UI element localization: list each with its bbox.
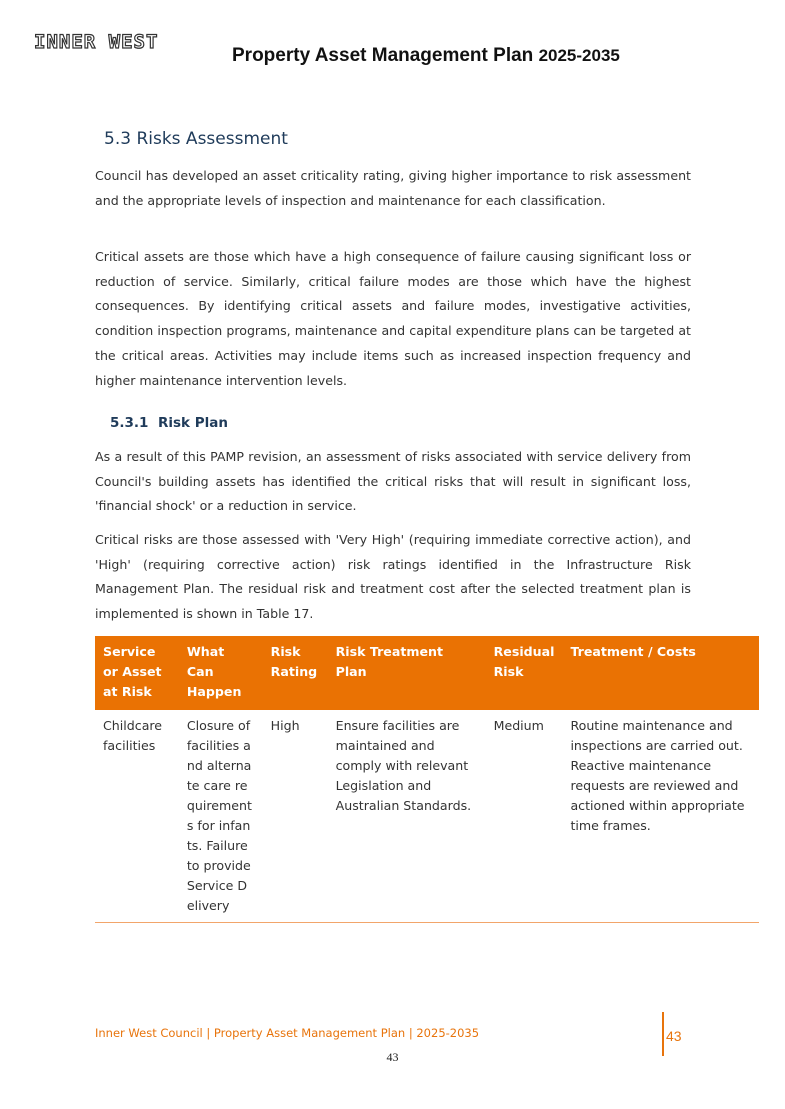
table-header-cell: Residual Risk: [486, 636, 563, 710]
inner-west-logo: [34, 32, 158, 52]
section-heading: 5.3 Risks Assessment: [104, 129, 288, 149]
section-paragraph-1: Council has developed an asset criticality rating, giving higher importance to risk assessment and the appropriate levels of inspection and maintenance for each classification.: [95, 168, 691, 208]
table-header-cell: Service or Asset at Risk: [95, 636, 179, 710]
table-cell: Closure of facilities and alternate care requirements for infants. Failure to provide Service Delivery: [186, 718, 252, 913]
table-header-cell: Risk Rating: [263, 636, 328, 710]
table-header-cell: Risk Treatment Plan: [328, 636, 486, 710]
subsection-number: 5.3.1: [110, 415, 149, 431]
table-cell: Ensure facilities are maintained and comply with relevant Legislation and Australian Standards.: [335, 718, 472, 813]
document-title: [232, 45, 620, 67]
document-title-text: Property Asset Management Plan: [232, 45, 534, 66]
footer-text: Inner West Council | Property Asset Management Plan | 2025-2035: [95, 1026, 480, 1040]
subsection-title: Risk Plan: [158, 415, 228, 431]
footer-page-number: 43: [666, 1028, 682, 1044]
table-header-cell: What Can Happen: [179, 636, 263, 710]
page-number: 43: [386, 1050, 399, 1064]
table-cell: Routine maintenance and inspections are carried out. Reactive maintenance requests are reviewed and actioned within appropriate time frames.: [570, 718, 745, 833]
section-paragraph-2: Critical assets are those which have a high consequence of failure causing significant loss or reduction of service. Similarly, critical failure modes are those which have the highest consequences. By identifying critical assets and failure modes, investigative activities, condition inspection programs, maintenance and capital expenditure plans can be targeted at the critical areas. Activities may include items such as increased inspection frequency and higher maintenance intervention levels.: [95, 249, 691, 388]
subsection-paragraph-1: As a result of this PAMP revision, an assessment of risks associated with service delivery from Council's building assets has identified the critical risks that will result in significant loss, 'financial shock' or a reduction in service.: [95, 449, 691, 514]
table-header-cell: Treatment / Costs: [562, 636, 759, 710]
table-row: [95, 710, 759, 923]
subsection-paragraph-2: Critical risks are those assessed with 'Very High' (requiring immediate corrective action), and 'High' (requiring corrective action) risk ratings identified in the Infrastructure Risk Management Plan. The residual risk and treatment cost after the selected treatment plan is implemented is shown in Table 17.: [95, 532, 691, 622]
table-cell: Medium: [493, 718, 544, 733]
subsection-heading: [110, 415, 228, 431]
document-title-years: 2025-2035: [538, 46, 620, 65]
table-cell: High: [270, 718, 300, 733]
risk-plan-table: [95, 636, 759, 923]
logo-text: INNER WEST: [34, 31, 159, 53]
table-cell: Childcare facilities: [103, 718, 163, 753]
table-header-row: [95, 636, 759, 710]
